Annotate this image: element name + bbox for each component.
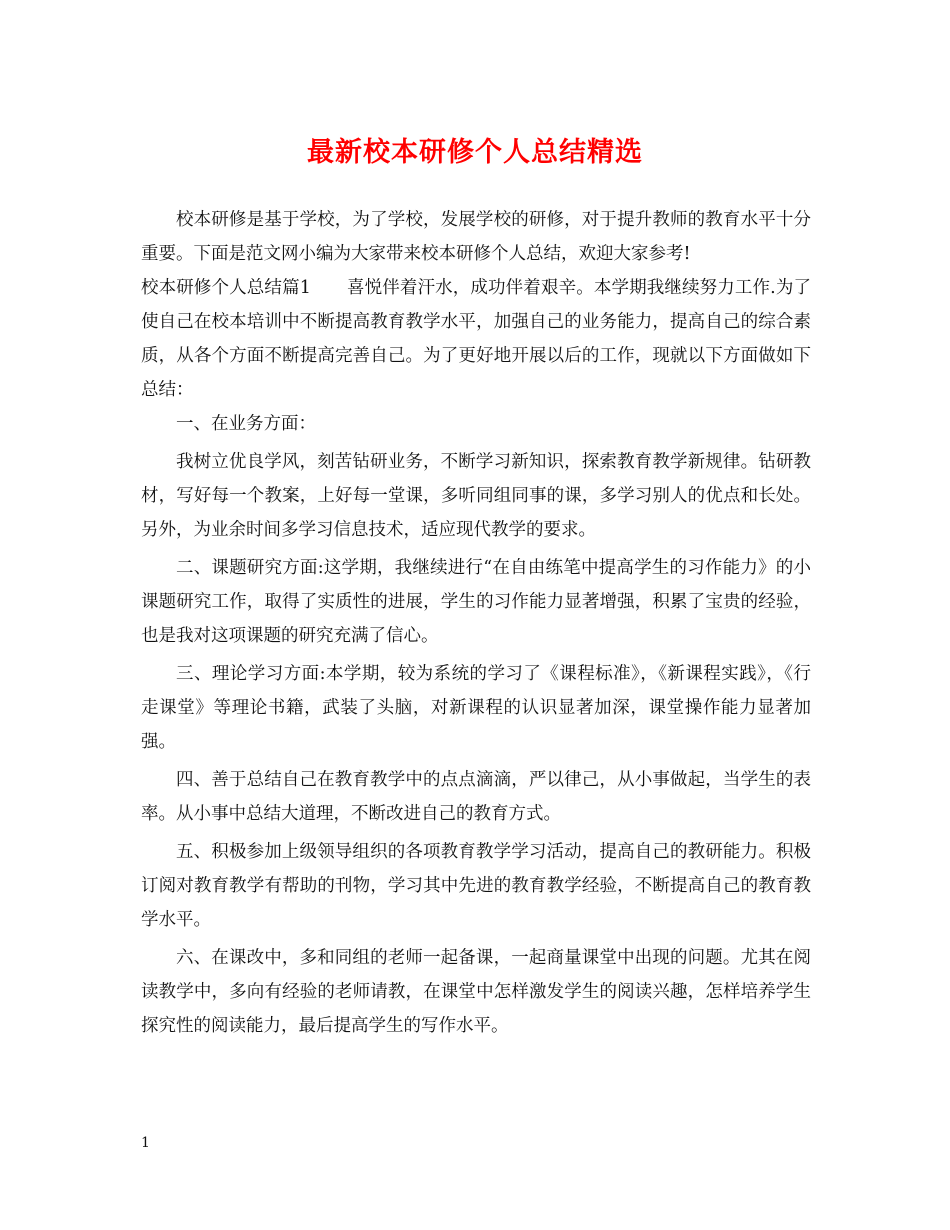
paragraph-activities: 五、积极参加上级领导组织的各项教育教学学习活动，提高自己的教研能力。积极订阅对教育教学有帮助的刊物，学习其中先进的教育教学经验，不断提高自己的教育教学水平。: [141, 842, 811, 930]
paragraph-research: 二、课题研究方面:这学期，我继续进行“在自由练笔中提高学生的习作能力》的小课题研究工作，取得了实质性的进展，学生的习作能力显著增强，积累了宝贵的经验，也是我对这项课题的研究充满了信心。: [141, 558, 811, 646]
paragraph-reform: 六、在课改中，多和同组的老师一起备课，一起商量课堂中出现的问题。尤其在阅读教学中，多向有经验的老师请教，在课堂中怎样激发学生的阅读兴趣，怎样培养学生探究性的阅读能力，最后提高学生的写作水平。: [141, 948, 811, 1036]
document-title: 最新校本研修个人总结精选: [307, 137, 643, 168]
page-number: 1: [141, 1135, 150, 1151]
paragraph-theory: 三、理论学习方面:本学期，较为系统的学习了《课程标准》，《新课程实践》，《行走课堂》等理论书籍，武装了头脑，对新课程的认识显著加深，课堂操作能力显著加强。: [141, 664, 811, 752]
paragraph-summary: 四、善于总结自己在教育教学中的点点滴滴，严以律己，从小事做起，当学生的表率。从小事中总结大道理，不断改进自己的教育方式。: [141, 770, 811, 824]
paragraph-business-heading: 一、在业务方面：: [176, 414, 316, 434]
section-heading: 校本研修个人总结篇1: [141, 278, 311, 298]
intro-paragraph: 校本研修是基于学校，为了学校，发展学校的研修，对于提升教师的教育水平十分重要。下面是范文网小编为大家带来校本研修个人总结，欢迎大家参考!: [141, 210, 811, 264]
section-first-paragraph: [141, 271, 811, 407]
paragraph-business: 我树立优良学风，刻苦钻研业务，不断学习新知识，探索教育教学新规律。钻研教材，写好每一个教案，上好每一堂课，多听同组同事的课，多学习别人的优点和长处。另外，为业余时间多学习信息技术，适应现代教学的要求。: [141, 452, 811, 540]
first-paragraph-text: 喜悦伴着汗水，成功伴着艰辛。本学期我继续努力工作.为了使自己在校本培训中不断提高教育教学水平，加强自己的业务能力，提高自己的综合素质，从各个方面不断提高完善自己。为了更好地开展以后的工作，现就以下方面做如下总结：: [141, 278, 812, 400]
document-body: [141, 203, 811, 1043]
